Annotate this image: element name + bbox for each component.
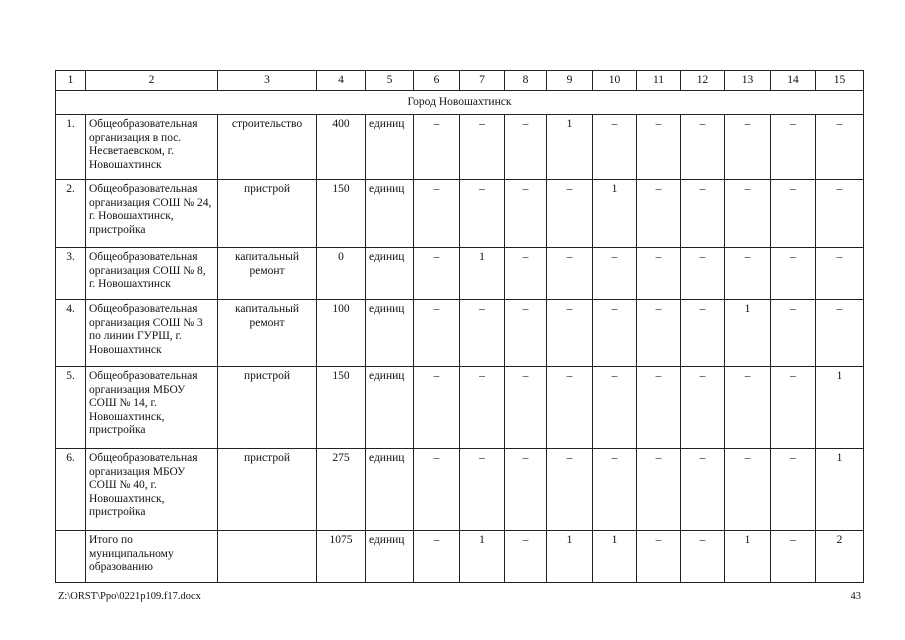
value-cell: – bbox=[771, 449, 816, 531]
unit: единиц bbox=[366, 180, 414, 248]
file-path: Z:\ORST\Ppo\0221p109.f17.docx bbox=[58, 591, 201, 602]
table-row bbox=[56, 300, 864, 367]
value-cell: – bbox=[681, 180, 725, 248]
quantity: 1075 bbox=[317, 531, 366, 583]
unit: единиц bbox=[366, 367, 414, 449]
value-cell: – bbox=[816, 180, 864, 248]
value-cell: – bbox=[547, 367, 593, 449]
value-cell: – bbox=[460, 300, 505, 367]
header-cell: 7 bbox=[460, 71, 505, 91]
value-cell: – bbox=[771, 180, 816, 248]
value-cell: – bbox=[681, 115, 725, 180]
value-cell: 2 bbox=[816, 531, 864, 583]
value-cell: 1 bbox=[816, 449, 864, 531]
value-cell: 1 bbox=[547, 115, 593, 180]
unit: единиц bbox=[366, 300, 414, 367]
table-row bbox=[56, 180, 864, 248]
value-cell: – bbox=[637, 115, 681, 180]
unit: единиц bbox=[366, 248, 414, 300]
value-cell: – bbox=[816, 248, 864, 300]
value-cell: – bbox=[725, 449, 771, 531]
value-cell: – bbox=[593, 115, 637, 180]
value-cell: 1 bbox=[816, 367, 864, 449]
header-cell: 2 bbox=[86, 71, 218, 91]
value-cell: – bbox=[414, 115, 460, 180]
value-cell: – bbox=[816, 300, 864, 367]
value-cell: – bbox=[771, 367, 816, 449]
row-number: 1. bbox=[56, 115, 86, 180]
object-name: Общеобразовательная организация СОШ № 3 по линии ГУРШ, г. Новошахтинск bbox=[86, 300, 218, 367]
header-cell: 13 bbox=[725, 71, 771, 91]
value-cell: – bbox=[637, 300, 681, 367]
table-row bbox=[56, 115, 864, 180]
value-cell: – bbox=[547, 248, 593, 300]
value-cell: – bbox=[637, 367, 681, 449]
value-cell: 1 bbox=[547, 531, 593, 583]
value-cell: – bbox=[816, 115, 864, 180]
section-row bbox=[56, 91, 864, 115]
value-cell: – bbox=[505, 115, 547, 180]
value-cell: – bbox=[725, 248, 771, 300]
value-cell: – bbox=[593, 300, 637, 367]
table-row bbox=[56, 248, 864, 300]
quantity: 100 bbox=[317, 300, 366, 367]
section-title: Город Новошахтинск bbox=[56, 91, 864, 115]
value-cell: – bbox=[414, 300, 460, 367]
header-cell: 1 bbox=[56, 71, 86, 91]
value-cell: – bbox=[681, 449, 725, 531]
value-cell: – bbox=[637, 449, 681, 531]
work-type bbox=[218, 531, 317, 583]
value-cell: – bbox=[505, 180, 547, 248]
value-cell: – bbox=[505, 300, 547, 367]
value-cell: 1 bbox=[725, 531, 771, 583]
quantity: 0 bbox=[317, 248, 366, 300]
quantity: 150 bbox=[317, 180, 366, 248]
value-cell: – bbox=[681, 248, 725, 300]
row-number: 2. bbox=[56, 180, 86, 248]
value-cell: – bbox=[637, 531, 681, 583]
value-cell: – bbox=[505, 248, 547, 300]
value-cell: 1 bbox=[460, 531, 505, 583]
work-type: пристрой bbox=[218, 449, 317, 531]
unit: единиц bbox=[366, 449, 414, 531]
unit: единиц bbox=[366, 531, 414, 583]
row-number: 5. bbox=[56, 367, 86, 449]
value-cell: 1 bbox=[593, 531, 637, 583]
value-cell: – bbox=[460, 115, 505, 180]
value-cell: – bbox=[593, 449, 637, 531]
header-cell: 8 bbox=[505, 71, 547, 91]
header-cell: 14 bbox=[771, 71, 816, 91]
value-cell: – bbox=[460, 367, 505, 449]
value-cell: – bbox=[725, 180, 771, 248]
header-cell: 3 bbox=[218, 71, 317, 91]
header-cell: 4 bbox=[317, 71, 366, 91]
row-number: 6. bbox=[56, 449, 86, 531]
header-cell: 6 bbox=[414, 71, 460, 91]
data-table bbox=[55, 70, 864, 583]
header-cell: 11 bbox=[637, 71, 681, 91]
header-cell: 12 bbox=[681, 71, 725, 91]
header-cell: 10 bbox=[593, 71, 637, 91]
work-type: строительство bbox=[218, 115, 317, 180]
value-cell: – bbox=[771, 531, 816, 583]
value-cell: – bbox=[725, 115, 771, 180]
value-cell: – bbox=[547, 449, 593, 531]
value-cell: – bbox=[547, 180, 593, 248]
work-type: капитальный ремонт bbox=[218, 300, 317, 367]
object-name: Общеобразовательная организация в пос. Несветаевском, г. Новошахтинск bbox=[86, 115, 218, 180]
value-cell: 1 bbox=[725, 300, 771, 367]
table-row bbox=[56, 449, 864, 531]
object-name: Итого по муниципальному образованию bbox=[86, 531, 218, 583]
value-cell: – bbox=[725, 367, 771, 449]
value-cell: 1 bbox=[460, 248, 505, 300]
value-cell: – bbox=[505, 367, 547, 449]
work-type: пристрой bbox=[218, 367, 317, 449]
unit: единиц bbox=[366, 115, 414, 180]
quantity: 275 bbox=[317, 449, 366, 531]
value-cell: – bbox=[593, 248, 637, 300]
object-name: Общеобразовательная организация МБОУ СОШ № 14, г. Новошахтинск, пристройка bbox=[86, 367, 218, 449]
value-cell: – bbox=[414, 248, 460, 300]
header-cell: 5 bbox=[366, 71, 414, 91]
value-cell: 1 bbox=[593, 180, 637, 248]
value-cell: – bbox=[414, 449, 460, 531]
value-cell: – bbox=[681, 300, 725, 367]
value-cell: – bbox=[460, 449, 505, 531]
value-cell: – bbox=[771, 115, 816, 180]
work-type: пристрой bbox=[218, 180, 317, 248]
object-name: Общеобразовательная организация СОШ № 8, г. Новошахтинск bbox=[86, 248, 218, 300]
value-cell: – bbox=[414, 367, 460, 449]
page-number: 43 bbox=[850, 591, 861, 602]
value-cell: – bbox=[505, 449, 547, 531]
quantity: 400 bbox=[317, 115, 366, 180]
value-cell: – bbox=[771, 300, 816, 367]
value-cell: – bbox=[460, 180, 505, 248]
value-cell: – bbox=[637, 180, 681, 248]
value-cell: – bbox=[681, 531, 725, 583]
value-cell: – bbox=[593, 367, 637, 449]
total-row bbox=[56, 531, 864, 583]
value-cell: – bbox=[637, 248, 681, 300]
row-number bbox=[56, 531, 86, 583]
header-cell: 15 bbox=[816, 71, 864, 91]
table-row bbox=[56, 367, 864, 449]
value-cell: – bbox=[414, 531, 460, 583]
value-cell: – bbox=[771, 248, 816, 300]
object-name: Общеобразовательная организация СОШ № 24, г. Новошахтинск, пристройка bbox=[86, 180, 218, 248]
header-cell: 9 bbox=[547, 71, 593, 91]
quantity: 150 bbox=[317, 367, 366, 449]
work-type: капитальный ремонт bbox=[218, 248, 317, 300]
value-cell: – bbox=[681, 367, 725, 449]
row-number: 3. bbox=[56, 248, 86, 300]
value-cell: – bbox=[547, 300, 593, 367]
object-name: Общеобразовательная организация МБОУ СОШ № 40, г. Новошахтинск, пристройка bbox=[86, 449, 218, 531]
value-cell: – bbox=[414, 180, 460, 248]
row-number: 4. bbox=[56, 300, 86, 367]
header-row bbox=[56, 71, 864, 91]
value-cell: – bbox=[505, 531, 547, 583]
